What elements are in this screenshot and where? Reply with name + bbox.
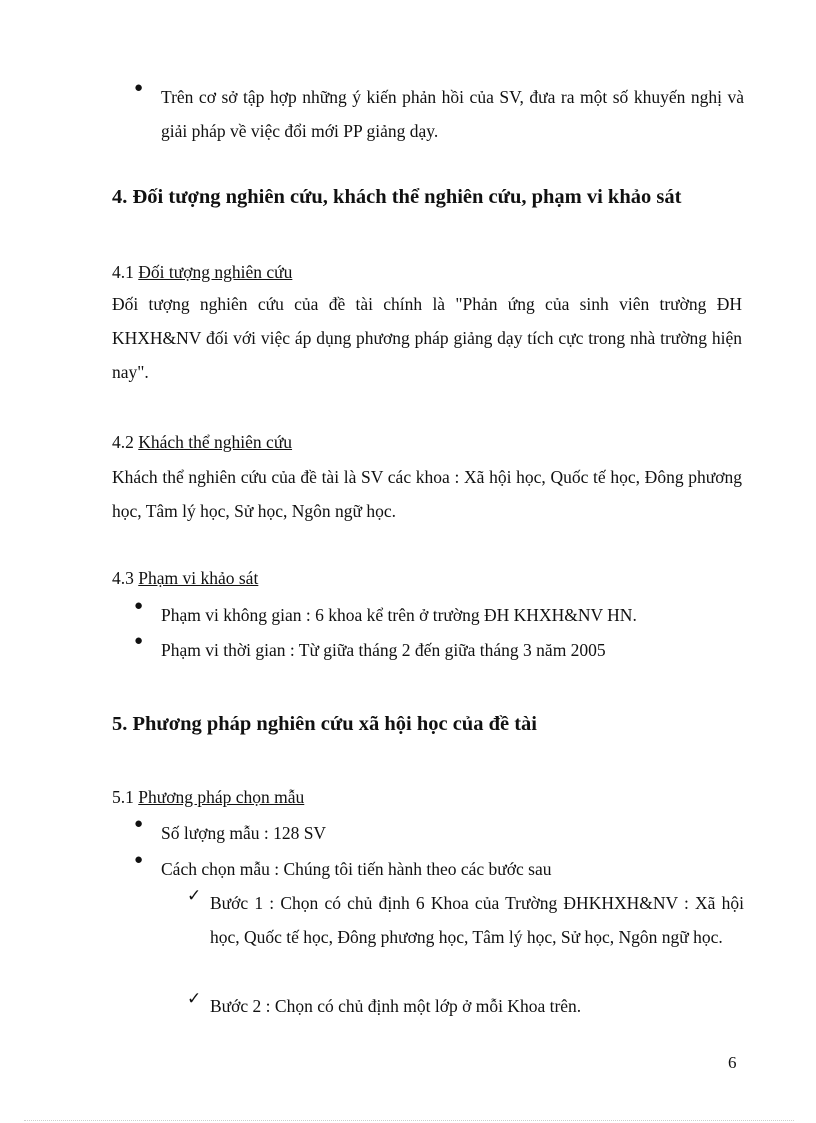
subsection-5-1-heading (112, 787, 304, 808)
intro-bullet-text: Trên cơ sở tập hợp những ý kiến phản hồi của SV, đưa ra một số khuyến nghị và giải pháp về việc đổi mới PP giảng dạy. (161, 87, 744, 141)
bullet-dot-icon: ● (134, 816, 144, 832)
subsection-4-2-heading (112, 432, 292, 453)
subsection-4-3-heading (112, 568, 258, 589)
checkmark-icon: ✓ (187, 886, 202, 905)
section-4-heading: 4. Đối tượng nghiên cứu, khách thể nghiên cứu, phạm vi khảo sát (112, 186, 682, 208)
list-item-text: Phạm vi không gian : 6 khoa kể trên ở trường ĐH KHXH&NV HN. (161, 605, 637, 625)
subsection-number: 4.2 (112, 432, 134, 452)
subsection-title: Phương pháp chọn mẫu (138, 787, 305, 807)
bullet-dot-icon: ● (134, 852, 144, 868)
subsection-title: Phạm vi khảo sát (138, 568, 259, 588)
list-item-text: Phạm vi thời gian : Từ giữa tháng 2 đến giữa tháng 3 năm 2005 (161, 640, 606, 660)
subsection-number: 4.3 (112, 568, 134, 588)
bullet-dot-icon: ● (134, 633, 144, 649)
checkmark-icon: ✓ (187, 989, 202, 1008)
subsection-title: Đối tượng nghiên cứu (138, 262, 293, 282)
subsection-4-1-heading (112, 262, 292, 283)
page-number: 6 (728, 1053, 737, 1072)
subsection-number: 5.1 (112, 787, 134, 807)
list-item-text: Số lượng mẫu : 128 SV (161, 823, 327, 843)
step-text: Bước 2 : Chọn có chủ định một lớp ở mỗi Khoa trên. (210, 996, 582, 1016)
step-text: Bước 1 : Chọn có chủ định 6 Khoa của Trường ĐHKHXH&NV : Xã hội học, Quốc tế học, Đông phương học, Tâm lý học, Sử học, Ngôn ngữ học. (210, 893, 744, 947)
bullet-dot-icon: ● (134, 80, 144, 96)
subsection-4-1-body: Đối tượng nghiên cứu của đề tài chính là "Phản ứng của sinh viên trường ĐH KHXH&NV đối với việc áp dụng phương pháp giảng dạy tích cực trong nhà trường hiện nay". (112, 294, 742, 382)
subsection-4-2-body: Khách thể nghiên cứu của đề tài là SV các khoa : Xã hội học, Quốc tế học, Đông phương học, Tâm lý học, Sử học, Ngôn ngữ học. (112, 467, 742, 521)
list-item-text: Cách chọn mẫu : Chúng tôi tiến hành theo các bước sau (161, 859, 552, 879)
subsection-number: 4.1 (112, 262, 134, 282)
section-5-heading: 5. Phương pháp nghiên cứu xã hội học của đề tài (112, 713, 537, 735)
bullet-dot-icon: ● (134, 598, 144, 614)
subsection-title: Khách thể nghiên cứu (138, 432, 293, 452)
page-bottom-divider (24, 1120, 794, 1121)
